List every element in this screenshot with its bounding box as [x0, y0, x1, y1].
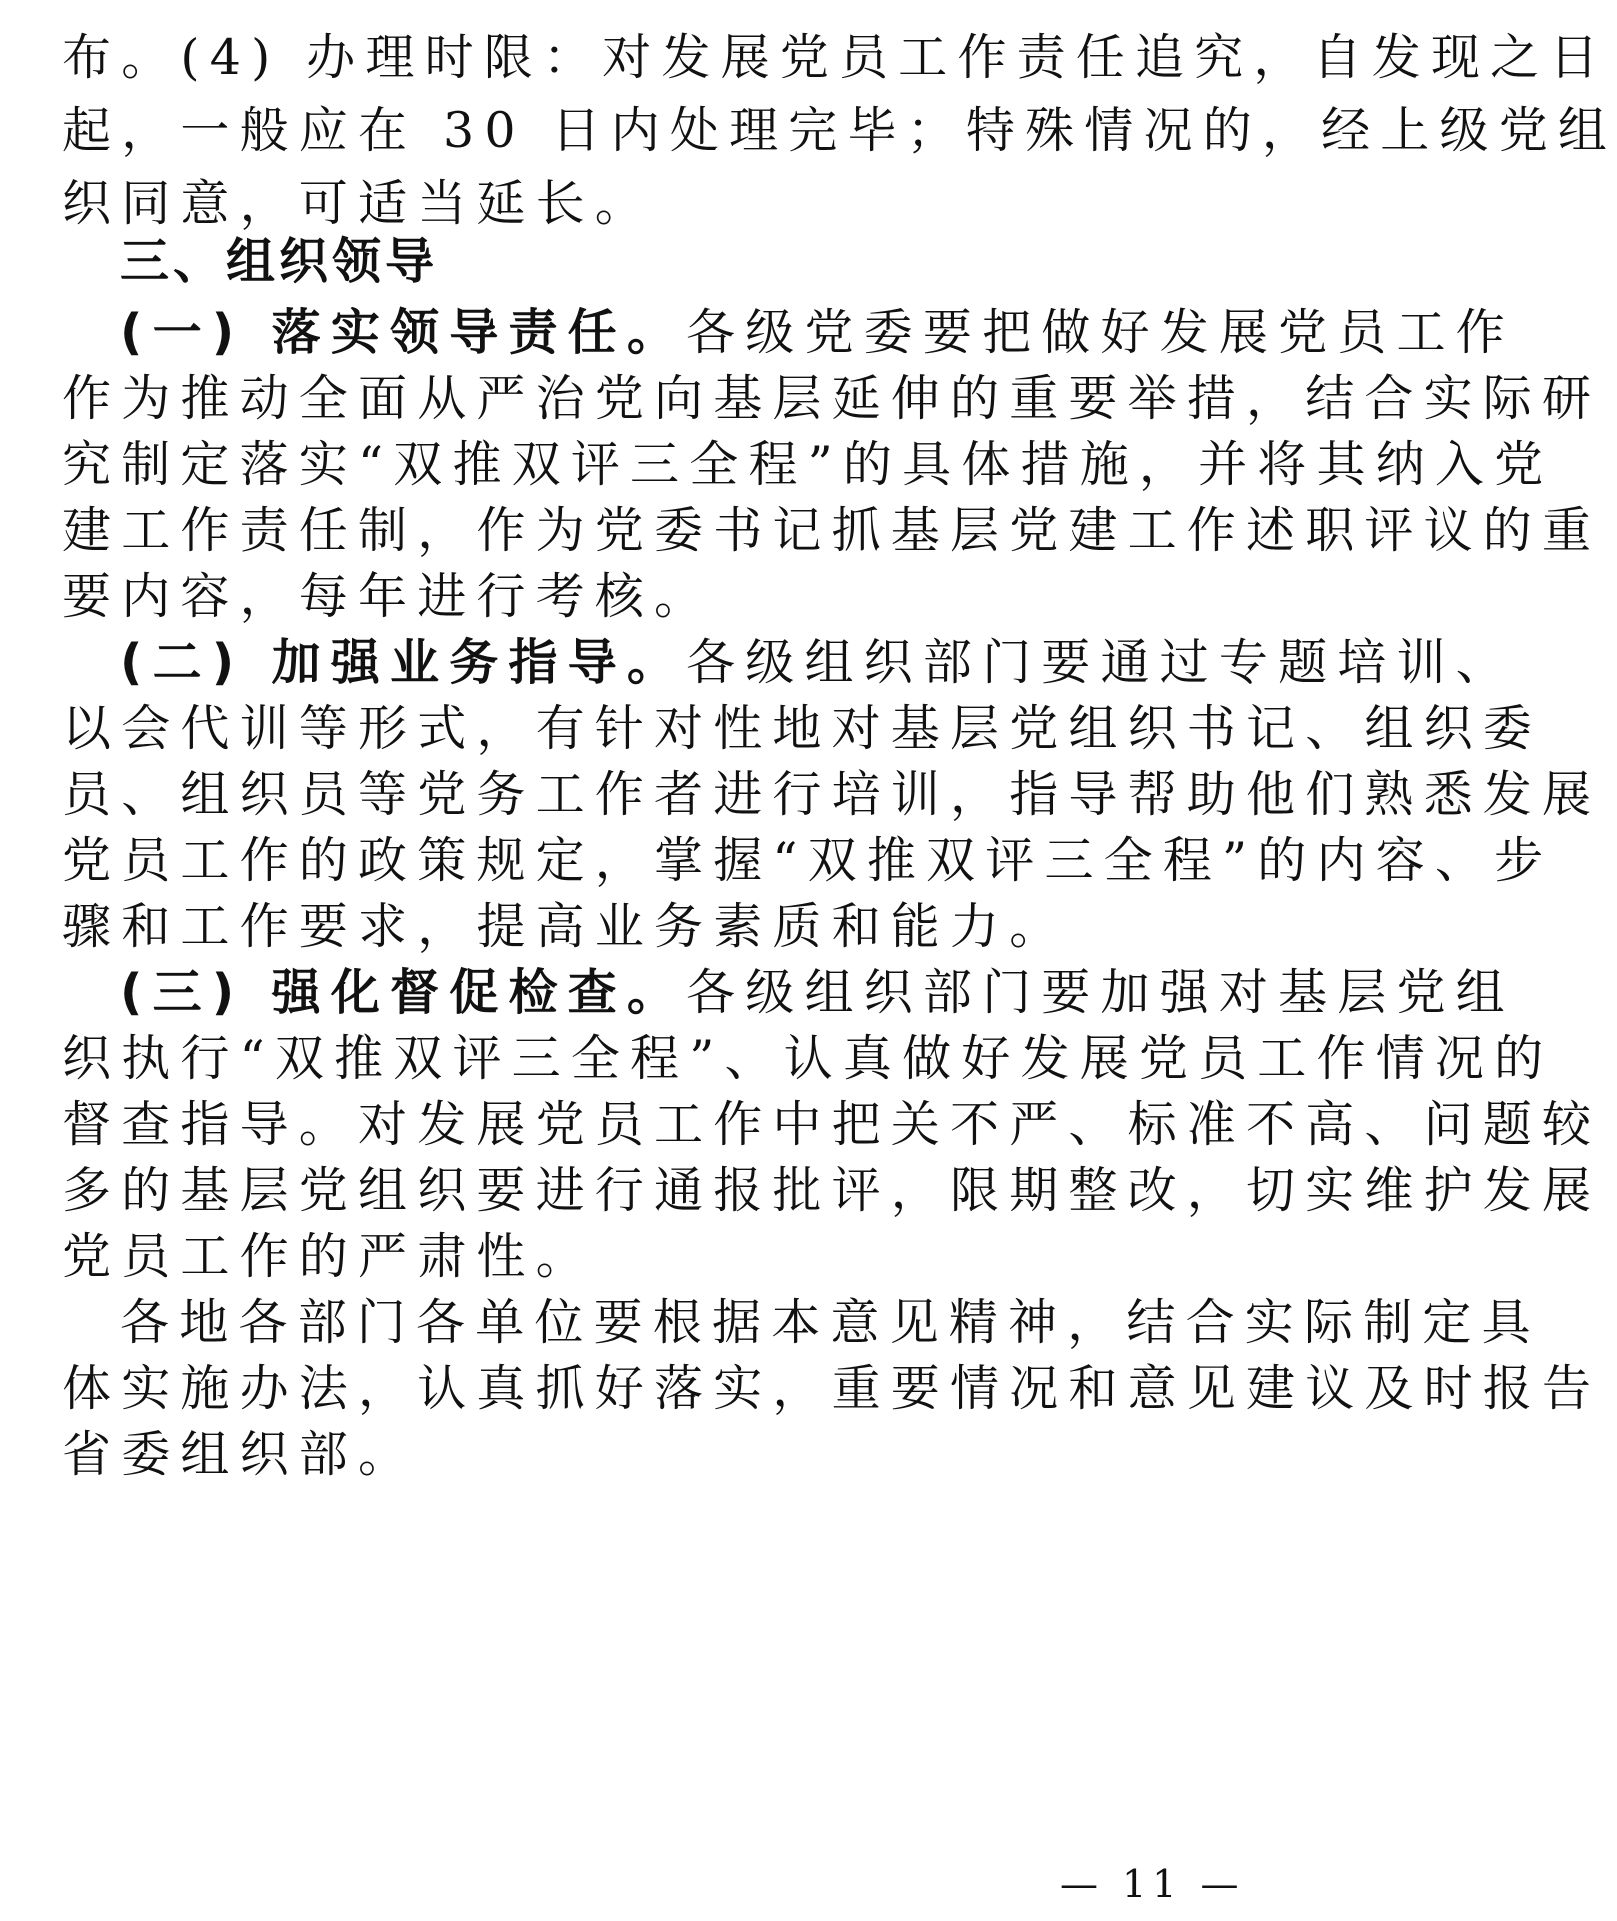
item-first-line — [120, 633, 1515, 693]
text-line: 织同意，可适当延长。 — [62, 175, 655, 232]
text-line: 建工作责任制，作为党委书记抓基层党建工作述职评议的重 — [62, 502, 1602, 559]
text-line: 作为推动全面从严治党向基层延伸的重要举措，结合实际研 — [62, 370, 1602, 427]
text-line: 省委组织部。 — [62, 1426, 418, 1483]
item-title: (一) 落实领导责任。 — [120, 304, 687, 361]
text-line: 起，一般应在 30 日内处理完毕；特殊情况的，经上级党组 — [62, 102, 1617, 159]
text-line: 督查指导。对发展党员工作中把关不严、标准不高、问题较 — [62, 1096, 1602, 1153]
item-text: 各级组织部门要通过专题培训、 — [686, 634, 1515, 691]
text-line: 体实施办法，认真抓好落实，重要情况和意见建议及时报告 — [62, 1360, 1602, 1417]
text-line: 要内容，每年进行考核。 — [62, 568, 714, 625]
text-line: 多的基层党组织要进行通报批评，限期整改，切实维护发展 — [62, 1162, 1602, 1219]
section-heading: 三、组织领导 — [120, 233, 439, 290]
text-line: 究制定落实“双推双评三全程”的具体措施，并将其纳入党 — [62, 436, 1554, 493]
item-first-line — [120, 963, 1515, 1023]
text-line: 骤和工作要求，提高业务素质和能力。 — [62, 898, 1069, 955]
item-title: (二) 加强业务指导。 — [120, 634, 687, 691]
item-text: 各级组织部门要加强对基层党组 — [686, 964, 1515, 1021]
item-text: 各级党委要把做好发展党员工作 — [686, 304, 1515, 361]
text-line: 织执行“双推双评三全程”、认真做好发展党员工作情况的 — [62, 1030, 1554, 1087]
text-line: 员、组织员等党务工作者进行培训，指导帮助他们熟悉发展 — [62, 766, 1602, 823]
text-line: 党员工作的严肃性。 — [62, 1228, 595, 1285]
text-line: 各地各部门各单位要根据本意见精神，结合实际制定具 — [120, 1294, 1541, 1351]
page-number: — 11 — — [1060, 1862, 1245, 1906]
text-line: 党员工作的政策规定，掌握“双推双评三全程”的内容、步 — [62, 832, 1554, 889]
text-line: 布。(4) 办理时限：对发展党员工作责任追究，自发现之日 — [62, 29, 1609, 86]
item-first-line — [120, 303, 1515, 363]
text-line: 以会代训等形式，有针对性地对基层党组织书记、组织委 — [62, 700, 1543, 757]
item-title: (三) 强化督促检查。 — [120, 964, 687, 1021]
